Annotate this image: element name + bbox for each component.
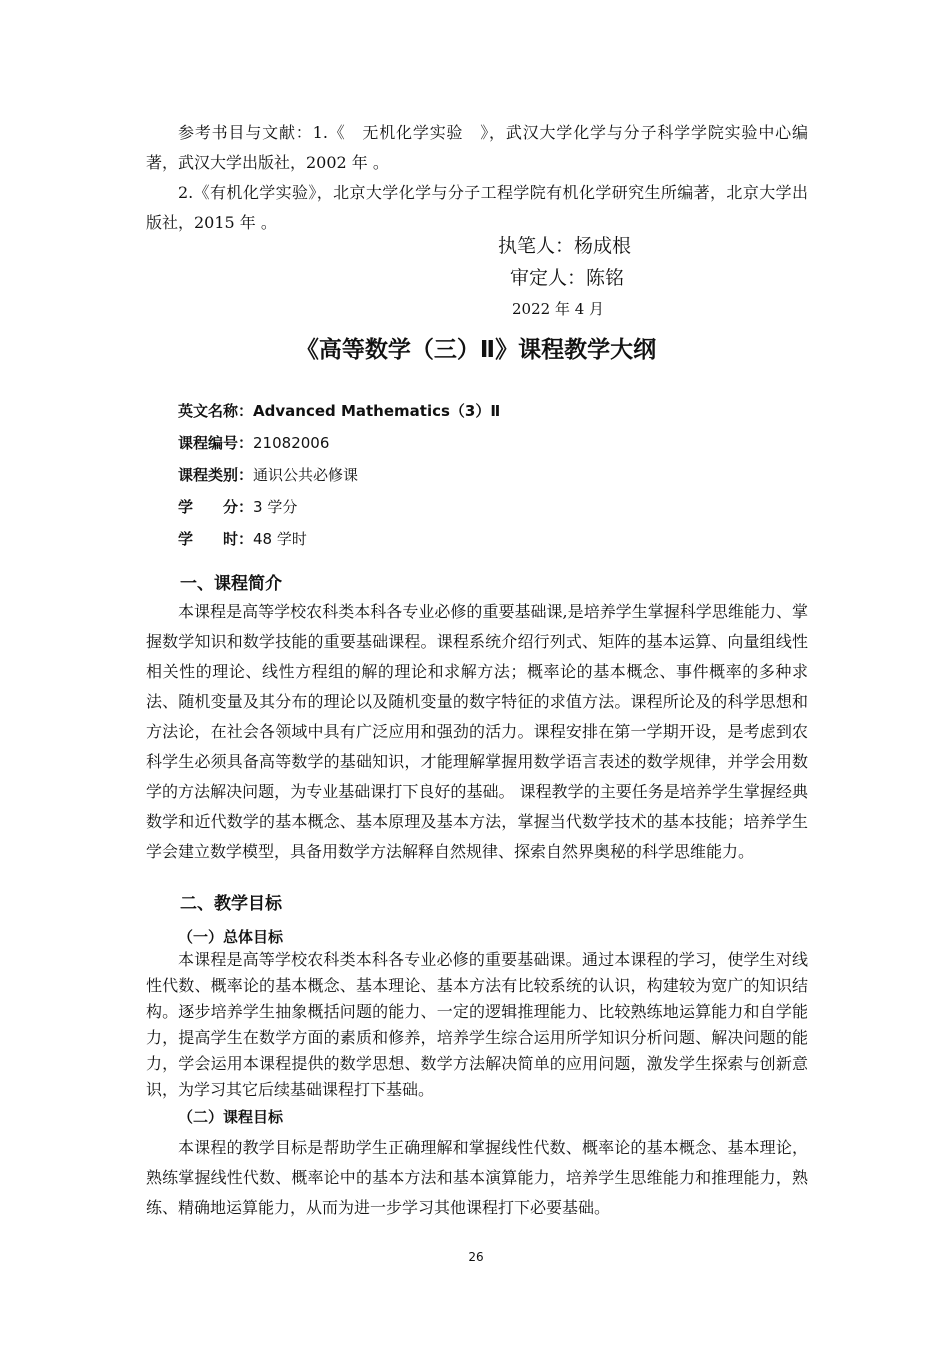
info-english-name bbox=[178, 399, 500, 423]
reviewer-signature: 审定人：陈铭 bbox=[510, 267, 625, 289]
info-label: 课程类别： bbox=[178, 466, 254, 484]
overall-goal-paragraph: 本课程是高等学校农科类本科各专业必修的重要基础课。通过本课程的学习，使学生对线性代数、概率论的基本概念、基本理论、基本方法有比较系统的认识，构建较为宽广的知识结构。逐步培养学生抽象概括问题的能力、一定的逻辑推理能力、比较熟练地运算能力和自学能力，提高学生在数学方面的素质和修养，培养学生综合运用所学知识分析问题、解决问题的能力，学会运用本课程提供的数学思想、数学方法解决简单的应用问题，激发学生探索与创新意识，为学习其它后续基础课程打下基础。 bbox=[146, 950, 808, 1099]
info-label: 课程编号： bbox=[178, 434, 254, 452]
reference-2: 2.《有机化学实验》，北京大学化学与分子工程学院有机化学研究生所编著，北京大学出版社，2015 年 。 bbox=[146, 183, 808, 232]
section-heading-intro: 一、课程简介 bbox=[180, 574, 282, 594]
reference-1: 参考书目与文献：1.《 无机化学实验 》，武汉大学化学与分子科学学院实验中心编著，武汉大学出版社，2002 年 。 bbox=[146, 123, 808, 172]
intro-paragraph: 本课程是高等学校农科类本科各专业必修的重要基础课,是培养学生掌握科学思维能力、掌握数学知识和数学技能的重要基础课程。课程系统介绍行列式、矩阵的基本运算、向量组线性相关性的理论、线性方程组的解的理论和求解方法；概率论的基本概念、事件概率的多种求法、随机变量及其分布的理论以及随机变量的数字特征的求值方法。课程所论及的科学思想和方法论，在社会各领域中具有广泛应用和强劲的活力。课程安排在第一学期开设，是考虑到农科学生必须具备高等数学的基础知识，才能理解掌握用数学语言表述的数学规律，并学会用数学的方法解决问题，为专业基础课打下良好的基础。 课程教学的主要任务是培养学生掌握经典数学和近代数学的基本概念、基本原理及基本方法，掌握当代数学技术的基本技能；培养学生学会建立数学模型，具备用数学方法解释自然规律、探索自然界奥秘的科学思维能力。 bbox=[146, 602, 808, 861]
info-hours bbox=[178, 527, 307, 551]
info-credits bbox=[178, 495, 297, 519]
writer-signature: 执笔人：杨成根 bbox=[498, 235, 632, 257]
info-value: 通识公共必修课 bbox=[253, 466, 359, 484]
info-label: 学 时： bbox=[178, 530, 254, 548]
section-heading-goals: 二、教学目标 bbox=[180, 894, 282, 914]
info-course-code bbox=[178, 431, 329, 455]
subheading-course-goal: （二）课程目标 bbox=[178, 1108, 284, 1126]
subheading-overall-goal: （一）总体目标 bbox=[178, 928, 284, 946]
info-value: Advanced Mathematics（3）Ⅱ bbox=[253, 402, 501, 420]
info-value: 21082006 bbox=[253, 434, 330, 452]
course-goal-paragraph: 本课程的教学目标是帮助学生正确理解和掌握线性代数、概率论的基本概念、基本理论，熟练掌握线性代数、概率论中的基本方法和基本演算能力，培养学生思维能力和推理能力，熟练、精确地运算能力，从而为进一步学习其他课程打下必要基础。 bbox=[146, 1138, 808, 1217]
info-value: 3 学分 bbox=[253, 498, 298, 516]
info-value: 48 学时 bbox=[253, 530, 307, 548]
info-label: 英文名称： bbox=[178, 402, 254, 420]
page-number: 26 bbox=[468, 1250, 484, 1264]
page-title: 《高等数学（三）Ⅱ》课程教学大纲 bbox=[295, 337, 657, 363]
signature-date: 2022 年 4 月 bbox=[512, 300, 605, 318]
info-label: 学 分： bbox=[178, 498, 254, 516]
info-course-type bbox=[178, 463, 358, 487]
